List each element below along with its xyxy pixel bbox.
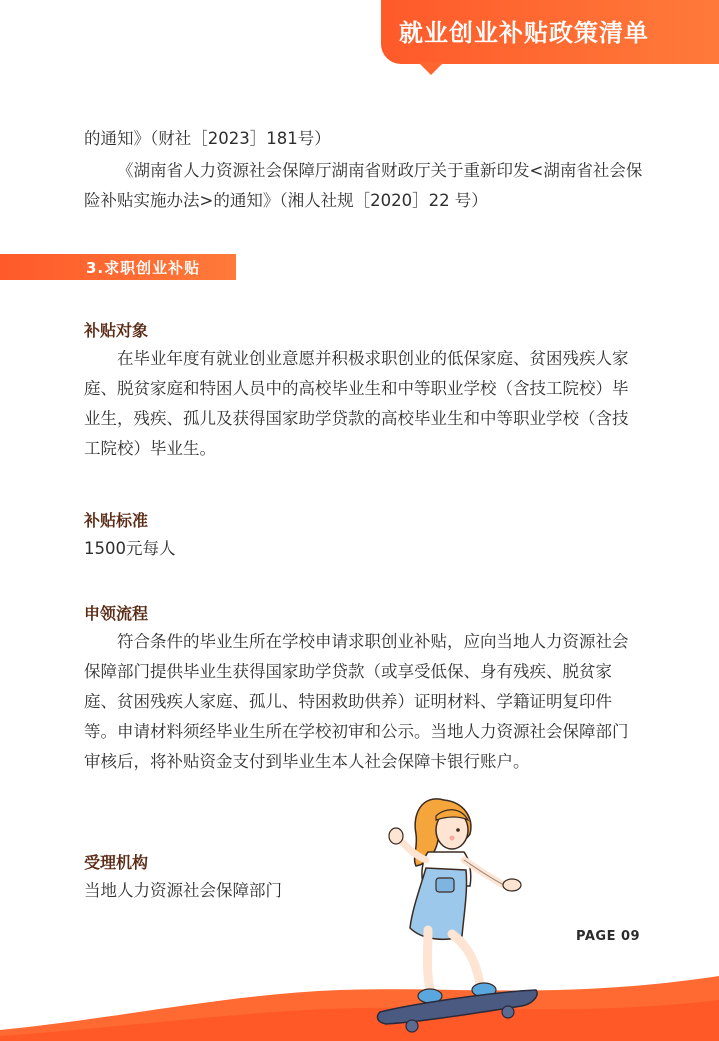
header-banner-pointer — [418, 62, 444, 75]
standard-body: 1500元每人 — [84, 539, 176, 558]
intro-line-1: 的通知》（财社［2023］181号） — [84, 129, 331, 148]
standard-heading: 补贴标准 — [84, 511, 149, 530]
intro-line-2: 《湖南省人力资源社会保障厅湖南省财政厅关于重新印发<湖南省社会保险补贴实施办法>的通知》（湘人社规［2020］22 号） — [84, 161, 643, 210]
agency-body: 当地人力资源社会保障部门 — [84, 881, 282, 900]
page-title: 就业创业补贴政策清单 — [399, 19, 649, 47]
page-number: PAGE 09 — [576, 929, 641, 944]
process-body: 符合条件的毕业生所在学校申请求职创业补贴，应向当地人力资源社会保障部门提供毕业生获得国家助学贷款（或享受低保、身有残疾、脱贫家庭、贫困残疾人家庭、孤儿、特困救助供养）证明材料、学籍证明复印件等。申请材料须经毕业生所在学校初审和公示。当地人力资源社会保障部门审核后，将补贴资金支付到毕业生本人社会保障卡银行账户。 — [84, 632, 629, 771]
process-heading: 申领流程 — [84, 604, 149, 623]
agency-heading: 受理机构 — [84, 853, 149, 872]
target-body: 在毕业年度有就业创业意愿并积极求职创业的低保家庭、贫困残疾人家庭、脱贫家庭和特困人员中的高校毕业生和中等职业学校（含技工院校）毕业生，残疾、孤儿及获得国家助学贷款的高校毕业生和中等职业学校（含技工院校）毕业生。 — [84, 349, 629, 458]
bottom-wave-decoration — [0, 960, 719, 1041]
target-heading: 补贴对象 — [84, 321, 149, 340]
section-title: 3.求职创业补贴 — [86, 259, 201, 277]
skateboarding-girl-illustration — [372, 790, 542, 1035]
